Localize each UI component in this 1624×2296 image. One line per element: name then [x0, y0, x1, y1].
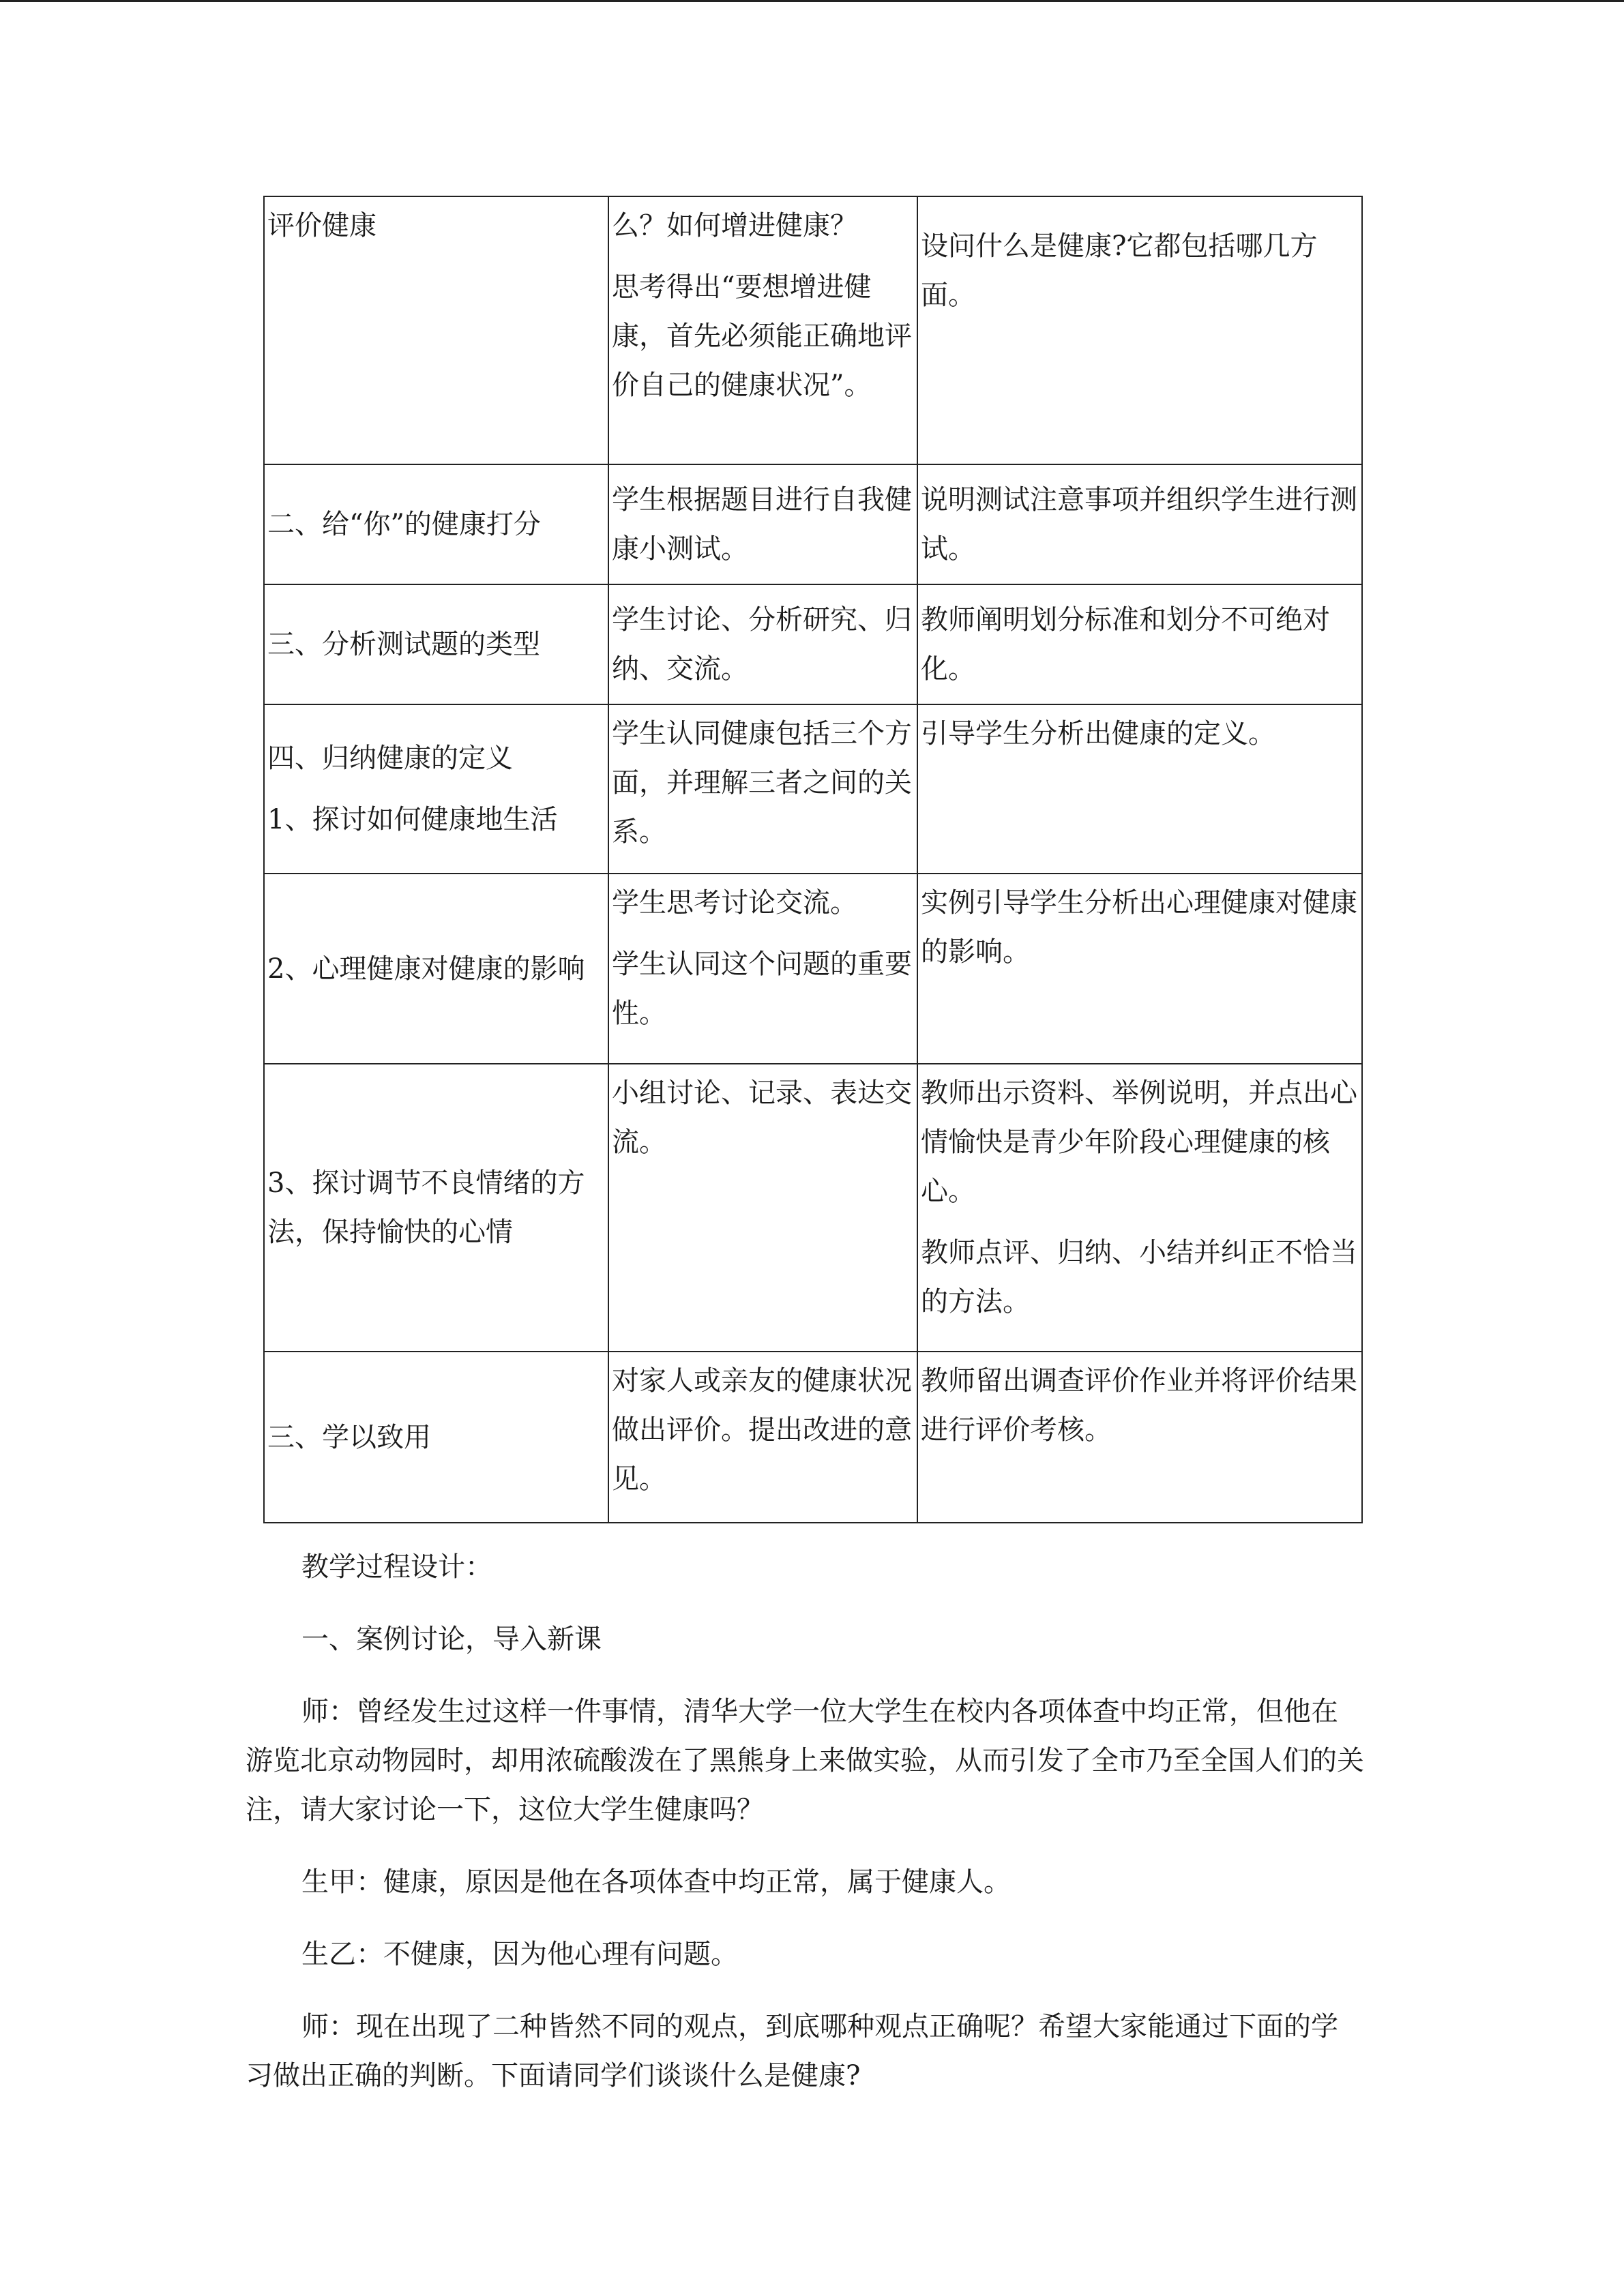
table-cell-student: 小组讨论、记录、表达交流。 — [608, 1064, 917, 1352]
section-heading: 教学过程设计： — [301, 1551, 492, 1583]
paragraph: 生甲：健康，原因是他在各项体查中均正常，属于健康人。 — [301, 1866, 1011, 1898]
table-cell-activity: 2、心理健康对健康的影响 — [264, 874, 608, 1064]
table-cell-student: 学生讨论、分析研究、归纳、交流。 — [608, 584, 917, 704]
table-cell-teacher: 实例引导学生分析出心理健康对健康的影响。 — [917, 874, 1362, 1064]
table-row — [264, 1352, 1362, 1523]
table-cell-activity: 评价健康 — [264, 196, 608, 464]
table-cell-teacher: 引导学生分析出健康的定义。 — [917, 704, 1362, 874]
table-cell-student: 学生认同健康包括三个方面，并理解三者之间的关系。 — [608, 704, 917, 874]
paragraph: 师：曾经发生过这样一件事情，清华大学一位大学生在校内各项体查中均正常，但他在游览北京动物园时，却用浓硫酸泼在了黑熊身上来做实验，从而引发了全市乃至全国人们的关注，请大家讨论一下，这位大学生健康吗？ — [246, 1696, 1364, 1825]
table-cell-teacher: 说明测试注意事项并组织学生进行测试。 — [917, 464, 1362, 584]
table-row — [264, 704, 1362, 874]
table-row — [264, 1064, 1362, 1352]
table-cell-activity: 三、学以致用 — [264, 1352, 608, 1523]
table-cell-teacher: 教师留出调查评价作业并将评价结果进行评价考核。 — [917, 1352, 1362, 1523]
lesson-process-text — [246, 1542, 1364, 2123]
paragraph: 师：现在出现了二种皆然不同的观点，到底哪种观点正确呢？希望大家能通过下面的学习做出正确的判断。下面请同学们谈谈什么是健康? — [246, 2011, 1338, 2091]
table-row — [264, 584, 1362, 704]
table-row — [264, 196, 1362, 464]
table-cell-activity: 3、探讨调节不良情绪的方法，保持愉快的心情 — [264, 1064, 608, 1352]
paragraph: 生乙：不健康，因为他心理有问题。 — [301, 1939, 738, 1970]
table-cell-activity: 二、给“你”的健康打分 — [264, 464, 608, 584]
lesson-plan-table — [263, 196, 1363, 1523]
table-cell-teacher: 设问什么是健康?它都包括哪几方面。 — [917, 196, 1362, 464]
table-cell-teacher: 教师出示资料、举例说明，并点出心情愉快是青少年阶段心理健康的核心。 教师点评、归纳、小结并纠正不恰当的方法。 — [917, 1064, 1362, 1352]
table-cell-student: 对家人或亲友的健康状况做出评价。提出改进的意见。 — [608, 1352, 917, 1523]
subsection-heading: 一、案例讨论，导入新课 — [301, 1624, 602, 1655]
table-row — [264, 874, 1362, 1064]
table-cell-activity: 四、归纳健康的定义 1、探讨如何健康地生活 — [264, 704, 608, 874]
table-row — [264, 464, 1362, 584]
table-cell-activity: 三、分析测试题的类型 — [264, 584, 608, 704]
table-cell-student: 学生思考讨论交流。 学生认同这个问题的重要性。 — [608, 874, 917, 1064]
table-cell-student: 学生根据题目进行自我健康小测试。 — [608, 464, 917, 584]
table-cell-teacher: 教师阐明划分标准和划分不可绝对化。 — [917, 584, 1362, 704]
table-cell-student: 么？如何增进健康？ 思考得出“要想增进健康，首先必须能正确地评价自己的健康状况”。 — [608, 196, 917, 464]
